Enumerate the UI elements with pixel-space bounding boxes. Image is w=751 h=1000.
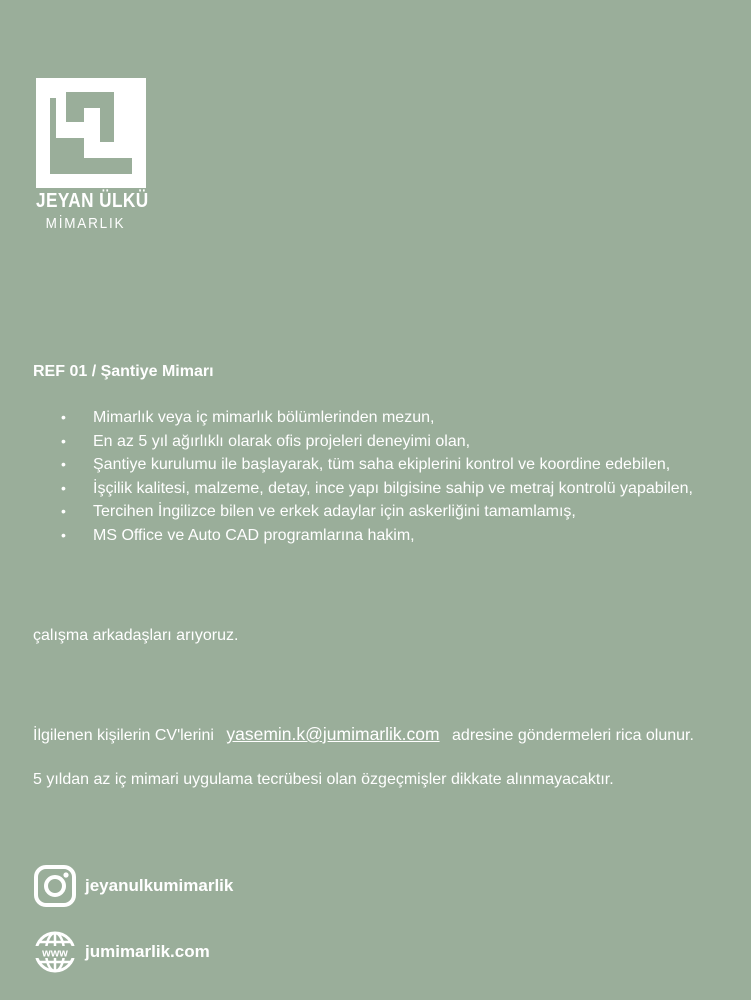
logo-subtitle: MİMARLIK: [45, 215, 126, 232]
website-row[interactable]: [33, 930, 210, 974]
instagram-handle[interactable]: jeyanulkumimarlik: [85, 876, 234, 895]
requirements-list: [33, 406, 751, 547]
www-label: www: [42, 947, 68, 960]
instagram-icon: [33, 864, 77, 908]
logo-company-name: JEYAN ÜLKÜ: [36, 190, 149, 212]
email-link[interactable]: yasemin.k@jumimarlik.com: [226, 724, 440, 744]
company-logo: [36, 78, 149, 232]
globe-icon: [33, 930, 77, 974]
requirement-item: • MS Office ve Auto CAD programlarına hakim,: [33, 524, 751, 548]
requirement-item: • Şantiye kurulumu ile başlayarak, tüm saha ekiplerini kontrol ve koordine edebilen,: [33, 453, 751, 477]
requirement-item: • İşçilik kalitesi, malzeme, detay, ince yapı bilgisine sahip ve metraj kontrolü yapabilen,: [33, 477, 751, 501]
requirement-item: • Mimarlık veya iç mimarlık bölümlerinden mezun,: [33, 406, 751, 430]
logo-mark-icon: [36, 78, 146, 188]
job-title: REF 01 / Şantiye Mimarı: [33, 363, 214, 380]
instagram-row[interactable]: [33, 864, 233, 908]
contact-line: [33, 724, 694, 745]
requirement-item: • En az 5 yıl ağırlıklı olarak ofis projeleri deneyimi olan,: [33, 430, 751, 454]
experience-note: 5 yıldan az iç mimari uygulama tecrübesi olan özgeçmişler dikkate alınmayacaktır.: [33, 771, 614, 788]
requirement-item: • Tercihen İngilizce bilen ve erkek adaylar için askerliğini tamamlamış,: [33, 500, 751, 524]
website-link[interactable]: jumimarlik.com: [85, 942, 210, 961]
closing-text: çalışma arkadaşları arıyoruz.: [33, 627, 239, 644]
contact-prefix: İlgilenen kişilerin CV'lerini: [33, 727, 214, 744]
contact-suffix: adresine göndermeleri rica olunur.: [452, 727, 694, 744]
